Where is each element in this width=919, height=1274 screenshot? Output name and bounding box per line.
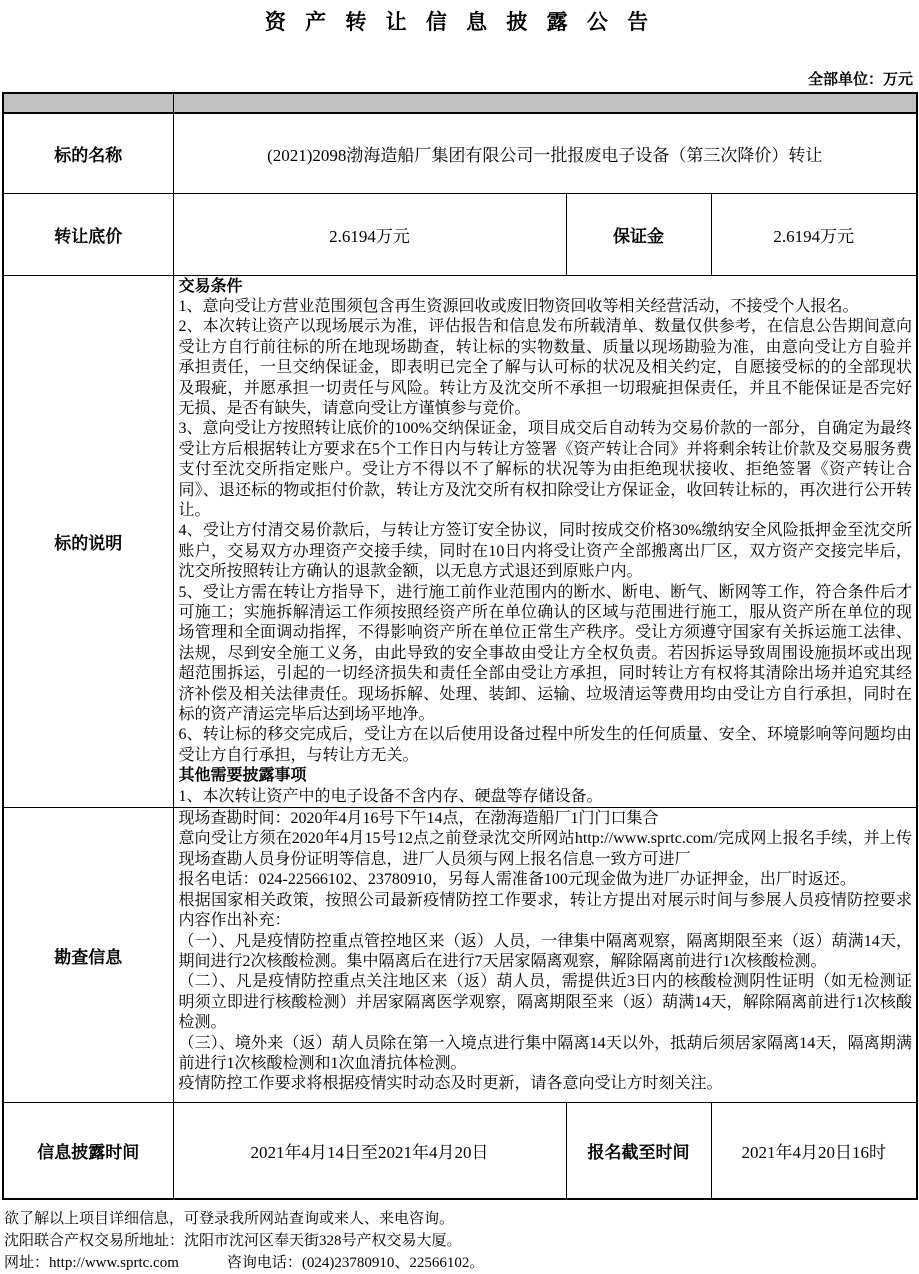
trade-condition-item: 5、受让方需在转让方指导下，进行施工前作业范围内的断水、断电、断气、断网等工作，符合条件后才可施工；实施拆解清运工作须按照经资产所在单位确认的区域与范围进行施工，服从资产所在单位的现场管理和全面调动指挥，不得影响资产所在单位正常生产秩序。受让方须遵守国家有关拆运施工法律、法规，尽到安全施工义务，由此导致的安全事故由受让方全权负责。若因拆运导致周围设施损坏或出现超范围拆运，引起的一切经济损失和责任全部由受让方承担，同时转让方有权将其清除出场并追究其经济补偿及相关法律责任。现场拆解、处理、装卸、运输、垃圾清运等费用均由受让方自行承担，同时在标的资产清运完毕后达到场平地净。	[178, 583, 912, 724]
row-subject-description	[3, 275, 917, 808]
survey-info-label: 勘查信息	[3, 808, 173, 1103]
survey-line: 报名电话：024-22566102、23780910，另每人需准备100元现金做为进厂办证押金，出厂时返还。	[178, 871, 856, 889]
survey-line: （一）、凡是疫情防控重点管控地区来（返）人员，一律集中隔离观察，隔离期限至来（返）葫满14天，期间进行2次核酸检测。集中隔离后在进行7天居家隔离观察，解除隔离前进行1次核酸检测。	[178, 932, 912, 970]
trade-condition-item: 1、意向受让方营业范围须包含再生资源回收或废旧物资回收等相关经营活动，不接受个人报名。	[178, 297, 859, 315]
row-price	[3, 193, 917, 275]
survey-info-content	[173, 808, 917, 1103]
footer-phone: 咨询电话：(024)23780910、22566102。	[226, 1254, 485, 1271]
registration-deadline-label: 报名截至时间	[566, 1103, 711, 1199]
floor-price-value: 2.6194万元	[173, 193, 566, 275]
survey-line: （三）、境外来（返）葫人员除在第一入境点进行集中隔离14天以外，抵葫后须居家隔离14天，隔离期满前进行1次核酸检测和1次血清抗体检测。	[178, 1034, 912, 1072]
row-subject-name	[3, 113, 917, 193]
survey-line: 现场查勘时间：2020年4月16号下午14点，在渤海造船厂1门门口集合	[178, 810, 659, 828]
other-disclosure-heading: 其他需要披露事项	[178, 767, 307, 785]
subject-description-label: 标的说明	[3, 275, 173, 808]
survey-line: 疫情防控工作要求将根据疫情实时动态及时更新，请各意向受让方时刻关注。	[178, 1075, 723, 1093]
page-footer	[4, 1208, 919, 1274]
announcement-page	[0, 6, 919, 1271]
unit-note: 全部单位：万元	[807, 72, 913, 88]
table-header-row	[3, 93, 917, 113]
floor-price-label: 转让底价	[3, 193, 173, 275]
survey-line: 根据国家相关政策，按照公司最新疫情防控工作要求，转让方提出对展示时间与参展人员疫情防控要求内容作出补充：	[178, 891, 912, 930]
footer-website-label: 网址：	[4, 1254, 50, 1271]
trade-condition-item: 2、本次转让资产以现场展示为准，评估报告和信息发布所载清单、数量仅供参考，在信息公告期间意向受让方自行前往标的所在地现场勘查，转让标的实物数量、质量以现场勘验为准，由意向受让方自验并承担责任，一旦交纳保证金，即表明已完全了解与认可标的状况及相关约定，自愿接受标的的全部现状及瑕疵，并愿承担一切责任与风险。转让方及沈交所不承担一切瑕疵担保责任，并且不能保证是否完好无损、是否有缺失，请意向受让方谨慎参与竞价。	[178, 318, 912, 417]
disclosure-period-label: 信息披露时间	[3, 1103, 173, 1199]
trade-condition-item: 6、转让标的移交完成后，受让方在以后使用设备过程中所发生的任何质量、安全、环境影响等问题均由受让方自行承担，与转让方无关。	[178, 726, 912, 764]
row-times	[3, 1103, 917, 1199]
disclosure-table	[2, 92, 918, 1200]
trade-condition-item: 4、受让方付清交易价款后，与转让方签订安全协议，同时按成交价格30%缴纳安全风险抵押金至沈交所账户，交易双方办理资产交接手续，同时在10日内将受让资产全部搬离出厂区，双方资产交接完毕后，沈交所按照转让方确认的退款金额，以无息方式退还到原账户内。	[178, 522, 912, 581]
trade-conditions-heading: 交易条件	[178, 277, 243, 295]
deposit-value: 2.6194万元	[711, 193, 917, 275]
footer-address-line: 沈阳联合产权交易所地址：沈阳市沈河区奉天街328号产权交易大厦。	[4, 1232, 462, 1249]
deposit-label: 保证金	[566, 193, 711, 275]
trade-condition-item: 3、意向受让方按照转让底价的100%交纳保证金，项目成交后自动转为交易价款的一部分，自确定为最终受让方后根据转让方要求在5个工作日内与转让方签署《资产转让合同》并将剩余转让价款及交易服务费支付至沈交所指定账户。受让方不得以不了解标的状况等为由拒绝现状接收、拒绝签署《资产转让合同》、退还标的物或拒付价款，转让方及沈交所有权扣除受让方保证金，收回转让标的，再次进行公开转让。	[178, 420, 912, 519]
footer-contact-line	[4, 1252, 919, 1274]
page-title: 资 产 转 让 信 息 披 露 公 告	[264, 10, 655, 34]
header-cell-left	[3, 93, 173, 113]
subject-name-label: 标的名称	[3, 113, 173, 193]
subject-description-content	[173, 275, 917, 808]
other-disclosure-item: 1、本次转让资产中的电子设备不含内存、硬盘等存储设备。	[178, 787, 603, 805]
subject-name-value: (2021)2098渤海造船厂集团有限公司一批报废电子设备（第三次降价）转让	[173, 113, 917, 193]
footer-info-line: 欲了解以上项目详细信息，可登录我所网站查询或来人、来电咨询。	[4, 1210, 455, 1227]
survey-line: 意向受让方须在2020年4月15号12点之前登录沈交所网站http://www.sprtc.com/完成网上报名手续，并上传现场查勘人员身份证明等信息，进厂人员须与网上报名信息一致方可进厂	[178, 830, 912, 868]
header-cell-right	[173, 93, 917, 113]
footer-website-url: http://www.sprtc.com	[49, 1254, 179, 1271]
survey-line: （二）、凡是疫情防控重点关注地区来（返）葫人员，需提供近3日内的核酸检测阴性证明（如无检测证明须立即进行核酸检测）并居家隔离医学观察，隔离期限至来（返）葫满14天，解除隔离前进行1次核酸检测。	[178, 973, 912, 1032]
row-survey-info	[3, 808, 917, 1103]
disclosure-period-value: 2021年4月14日至2021年4月20日	[173, 1103, 566, 1199]
registration-deadline-value: 2021年4月20日16时	[711, 1103, 917, 1199]
